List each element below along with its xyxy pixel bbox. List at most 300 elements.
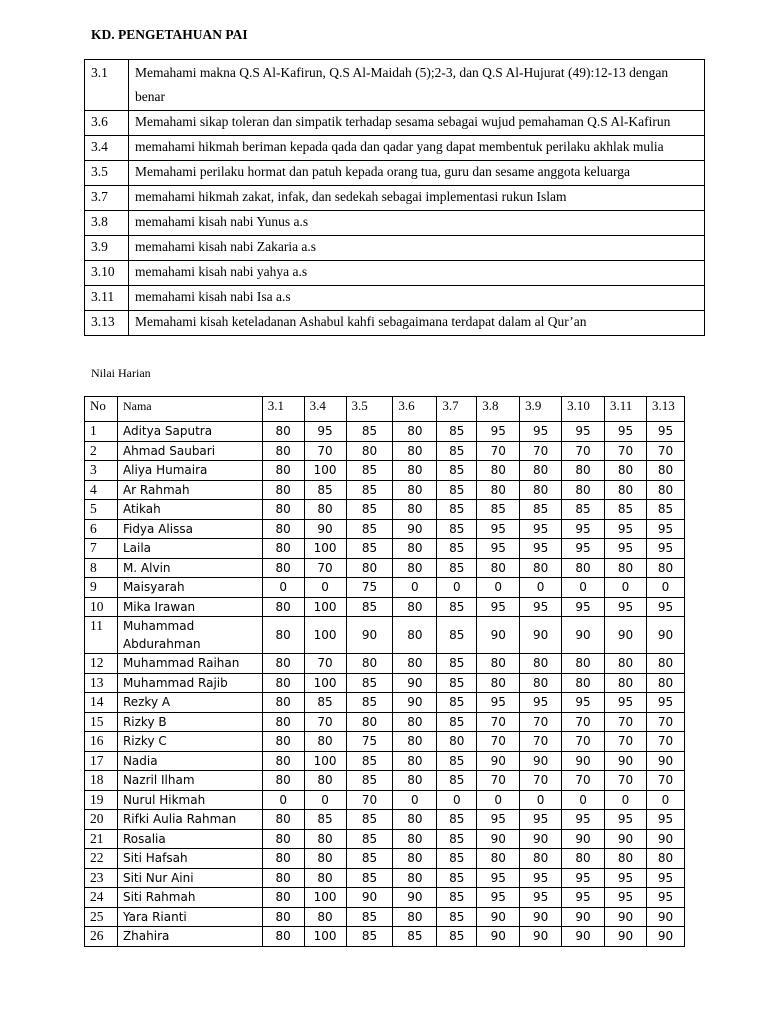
score-cell: 90 [605, 927, 647, 947]
score-cell: 80 [562, 558, 605, 578]
student-number: 17 [85, 751, 118, 771]
score-cell: 100 [304, 617, 346, 654]
score-cell: 80 [520, 461, 562, 481]
score-cell: 95 [477, 810, 520, 830]
score-cell: 90 [605, 751, 647, 771]
score-cell: 95 [520, 519, 562, 539]
score-cell: 90 [646, 617, 684, 654]
student-name: Nadia [117, 751, 262, 771]
score-cell: 80 [346, 558, 393, 578]
score-cell: 80 [393, 712, 437, 732]
score-cell: 70 [646, 712, 684, 732]
student-name: Yara Rianti [117, 907, 262, 927]
column-header: 3.5 [346, 397, 393, 422]
score-cell: 80 [393, 732, 437, 752]
score-cell: 80 [262, 888, 304, 908]
kd-description: memahami kisah nabi Zakaria a.s [129, 236, 705, 261]
student-name: Rizky B [117, 712, 262, 732]
score-cell: 70 [605, 732, 647, 752]
score-cell: 90 [393, 888, 437, 908]
score-cell: 85 [437, 771, 477, 791]
score-cell: 80 [393, 751, 437, 771]
score-cell: 80 [393, 441, 437, 461]
student-name: Nurul Hikmah [117, 790, 262, 810]
score-cell: 95 [520, 888, 562, 908]
student-row [85, 790, 685, 810]
score-cell: 80 [346, 712, 393, 732]
student-row [85, 500, 685, 520]
score-cell: 80 [304, 732, 346, 752]
student-name: Fidya Alissa [117, 519, 262, 539]
student-number: 23 [85, 868, 118, 888]
kd-code: 3.9 [85, 236, 129, 261]
score-cell: 95 [646, 539, 684, 559]
score-cell: 85 [437, 519, 477, 539]
kd-description: Memahami sikap toleran dan simpatik terhadap sesama sebagai wujud pemahaman Q.S Al-Kafirun [129, 111, 705, 136]
kd-code: 3.10 [85, 261, 129, 286]
student-number: 18 [85, 771, 118, 791]
score-cell: 90 [520, 751, 562, 771]
score-cell: 80 [477, 849, 520, 869]
score-cell: 95 [605, 422, 647, 442]
student-number: 21 [85, 829, 118, 849]
student-row [85, 849, 685, 869]
kd-code: 3.1 [85, 60, 129, 111]
student-number: 9 [85, 578, 118, 598]
score-cell: 80 [346, 441, 393, 461]
student-number: 13 [85, 673, 118, 693]
student-name: Rezky A [117, 693, 262, 713]
kd-description: memahami kisah nabi yahya a.s [129, 261, 705, 286]
score-cell: 95 [477, 539, 520, 559]
student-row [85, 617, 685, 654]
score-cell: 95 [646, 810, 684, 830]
score-cell: 100 [304, 888, 346, 908]
score-cell: 95 [646, 868, 684, 888]
student-name: Rifki Aulia Rahman [117, 810, 262, 830]
column-header: No [85, 397, 118, 422]
student-row [85, 654, 685, 674]
student-name: Muhammad Rajib [117, 673, 262, 693]
kd-row [85, 311, 705, 336]
score-cell: 95 [605, 810, 647, 830]
score-cell: 95 [646, 693, 684, 713]
score-cell: 0 [562, 578, 605, 598]
score-cell: 100 [304, 539, 346, 559]
score-cell: 80 [562, 480, 605, 500]
score-cell: 70 [520, 771, 562, 791]
score-cell: 70 [520, 732, 562, 752]
score-cell: 90 [520, 829, 562, 849]
score-cell: 80 [477, 480, 520, 500]
score-cell: 85 [562, 500, 605, 520]
score-cell: 90 [562, 751, 605, 771]
kd-row [85, 286, 705, 311]
score-cell: 95 [477, 868, 520, 888]
score-cell: 80 [262, 500, 304, 520]
student-row [85, 751, 685, 771]
student-number: 1 [85, 422, 118, 442]
score-cell: 90 [605, 829, 647, 849]
student-row [85, 693, 685, 713]
score-cell: 90 [605, 907, 647, 927]
score-cell: 70 [304, 558, 346, 578]
student-row [85, 597, 685, 617]
score-cell: 80 [393, 771, 437, 791]
score-cell: 95 [477, 693, 520, 713]
student-name: Zhahira [117, 927, 262, 947]
score-cell: 95 [520, 868, 562, 888]
score-cell: 85 [437, 829, 477, 849]
score-cell: 70 [304, 441, 346, 461]
score-cell: 80 [605, 849, 647, 869]
score-cell: 85 [304, 693, 346, 713]
score-cell: 80 [477, 461, 520, 481]
score-cell: 80 [262, 539, 304, 559]
score-cell: 70 [646, 732, 684, 752]
score-cell: 95 [646, 422, 684, 442]
kd-description: memahami hikmah beriman kepada qada dan qadar yang dapat membentuk perilaku akhlak mulia [129, 136, 705, 161]
score-cell: 70 [562, 771, 605, 791]
score-cell: 80 [646, 480, 684, 500]
score-cell: 80 [605, 461, 647, 481]
score-cell: 70 [346, 790, 393, 810]
kd-row [85, 211, 705, 236]
score-cell: 80 [262, 732, 304, 752]
score-cell: 80 [262, 868, 304, 888]
score-cell: 80 [437, 732, 477, 752]
score-cell: 85 [437, 500, 477, 520]
score-cell: 0 [393, 578, 437, 598]
kd-row [85, 60, 705, 111]
score-cell: 70 [520, 712, 562, 732]
score-cell: 85 [437, 810, 477, 830]
column-header: 3.11 [605, 397, 647, 422]
student-name: Aditya Saputra [117, 422, 262, 442]
score-cell: 80 [304, 829, 346, 849]
kd-description: memahami hikmah zakat, infak, dan sedekah sebagai implementasi rukun Islam [129, 186, 705, 211]
score-cell: 100 [304, 751, 346, 771]
student-row [85, 578, 685, 598]
student-name: Ahmad Saubari [117, 441, 262, 461]
kd-description: Memahami makna Q.S Al-Kafirun, Q.S Al-Maidah (5);2-3, dan Q.S Al-Hujurat (49):12-13 dengan benar [129, 60, 705, 111]
column-header: 3.1 [262, 397, 304, 422]
score-cell: 70 [605, 441, 647, 461]
score-cell: 70 [605, 771, 647, 791]
student-number: 2 [85, 441, 118, 461]
score-cell: 80 [520, 849, 562, 869]
kd-description: memahami kisah nabi Yunus a.s [129, 211, 705, 236]
score-cell: 95 [562, 810, 605, 830]
kd-code: 3.6 [85, 111, 129, 136]
score-cell: 80 [262, 693, 304, 713]
score-cell: 85 [346, 422, 393, 442]
score-cell: 80 [304, 868, 346, 888]
score-cell: 80 [262, 829, 304, 849]
score-cell: 90 [646, 907, 684, 927]
score-cell: 80 [520, 480, 562, 500]
score-cell: 95 [477, 422, 520, 442]
score-cell: 85 [437, 617, 477, 654]
score-cell: 95 [477, 888, 520, 908]
student-number: 14 [85, 693, 118, 713]
score-cell: 80 [262, 597, 304, 617]
score-cell: 95 [605, 597, 647, 617]
student-name: Maisyarah [117, 578, 262, 598]
score-cell: 0 [437, 790, 477, 810]
kd-row [85, 236, 705, 261]
score-cell: 100 [304, 461, 346, 481]
student-row [85, 441, 685, 461]
kd-row [85, 161, 705, 186]
score-cell: 90 [520, 617, 562, 654]
kd-description: memahami kisah nabi Isa a.s [129, 286, 705, 311]
score-cell: 80 [393, 617, 437, 654]
kd-code: 3.7 [85, 186, 129, 211]
score-cell: 0 [437, 578, 477, 598]
score-cell: 95 [562, 597, 605, 617]
score-cell: 80 [346, 654, 393, 674]
score-cell: 80 [262, 617, 304, 654]
score-cell: 80 [646, 849, 684, 869]
score-cell: 80 [605, 654, 647, 674]
student-name: Siti Nur Aini [117, 868, 262, 888]
score-cell: 0 [477, 578, 520, 598]
student-row [85, 868, 685, 888]
score-cell: 80 [262, 422, 304, 442]
score-cell: 0 [262, 790, 304, 810]
score-cell: 95 [562, 422, 605, 442]
kd-row [85, 261, 705, 286]
student-name: Nazril Ilham [117, 771, 262, 791]
score-cell: 95 [646, 519, 684, 539]
student-number: 26 [85, 927, 118, 947]
score-cell: 90 [393, 673, 437, 693]
score-cell: 80 [262, 927, 304, 947]
score-cell: 90 [520, 907, 562, 927]
score-cell: 80 [262, 849, 304, 869]
score-cell: 95 [477, 519, 520, 539]
student-name: Rosalia [117, 829, 262, 849]
kd-title: KD. PENGETAHUAN PAI [91, 27, 248, 42]
score-cell: 80 [262, 441, 304, 461]
score-cell: 80 [646, 654, 684, 674]
score-cell: 75 [346, 578, 393, 598]
kd-code: 3.4 [85, 136, 129, 161]
score-cell: 85 [437, 888, 477, 908]
score-cell: 70 [477, 712, 520, 732]
nilai-harian-title: Nilai Harian [91, 366, 151, 380]
student-row [85, 539, 685, 559]
kd-table [84, 59, 705, 336]
score-cell: 85 [437, 597, 477, 617]
score-cell: 0 [605, 578, 647, 598]
score-cell: 0 [262, 578, 304, 598]
kd-row [85, 136, 705, 161]
score-cell: 70 [562, 441, 605, 461]
student-number: 10 [85, 597, 118, 617]
score-cell: 90 [562, 829, 605, 849]
score-cell: 85 [346, 597, 393, 617]
score-cell: 85 [304, 480, 346, 500]
score-cell: 0 [477, 790, 520, 810]
score-cell: 80 [393, 500, 437, 520]
student-number: 22 [85, 849, 118, 869]
column-header: 3.9 [520, 397, 562, 422]
score-cell: 85 [437, 422, 477, 442]
score-cell: 85 [346, 500, 393, 520]
score-cell: 95 [605, 539, 647, 559]
score-cell: 100 [304, 927, 346, 947]
score-cell: 0 [520, 790, 562, 810]
score-cell: 70 [520, 441, 562, 461]
score-cell: 85 [646, 500, 684, 520]
score-cell: 90 [393, 519, 437, 539]
score-cell: 80 [393, 829, 437, 849]
score-cell: 90 [646, 751, 684, 771]
score-cell: 85 [437, 654, 477, 674]
score-cell: 95 [520, 693, 562, 713]
kd-description: Memahami kisah keteladanan Ashabul kahfi sebagaimana terdapat dalam al Qur’an [129, 311, 705, 336]
score-cell: 85 [346, 849, 393, 869]
score-cell: 85 [393, 927, 437, 947]
column-header: 3.10 [562, 397, 605, 422]
score-cell: 0 [304, 578, 346, 598]
score-cell: 80 [262, 712, 304, 732]
kd-code: 3.5 [85, 161, 129, 186]
score-cell: 85 [477, 500, 520, 520]
score-cell: 70 [562, 732, 605, 752]
score-cell: 90 [346, 888, 393, 908]
column-header: 3.4 [304, 397, 346, 422]
score-cell: 80 [477, 654, 520, 674]
score-cell: 80 [304, 907, 346, 927]
score-cell: 80 [262, 771, 304, 791]
score-cell: 80 [520, 673, 562, 693]
student-row [85, 732, 685, 752]
score-cell: 80 [262, 810, 304, 830]
student-row [85, 810, 685, 830]
score-cell: 95 [646, 888, 684, 908]
score-cell: 100 [304, 673, 346, 693]
score-cell: 80 [393, 868, 437, 888]
score-cell: 90 [477, 617, 520, 654]
score-cell: 85 [437, 751, 477, 771]
score-cell: 80 [393, 461, 437, 481]
score-cell: 80 [262, 654, 304, 674]
score-cell: 95 [605, 888, 647, 908]
student-name: Ar Rahmah [117, 480, 262, 500]
score-cell: 80 [393, 480, 437, 500]
kd-code: 3.11 [85, 286, 129, 311]
score-cell: 85 [437, 480, 477, 500]
score-cell: 85 [437, 693, 477, 713]
column-header: 3.7 [437, 397, 477, 422]
score-cell: 85 [346, 771, 393, 791]
score-cell: 80 [520, 558, 562, 578]
score-cell: 90 [477, 751, 520, 771]
score-cell: 70 [477, 441, 520, 461]
score-cell: 70 [562, 712, 605, 732]
score-cell: 70 [477, 732, 520, 752]
student-row [85, 771, 685, 791]
student-row [85, 673, 685, 693]
score-cell: 95 [520, 422, 562, 442]
student-number: 15 [85, 712, 118, 732]
score-cell: 80 [262, 673, 304, 693]
score-cell: 75 [346, 732, 393, 752]
score-cell: 95 [605, 519, 647, 539]
score-cell: 85 [437, 441, 477, 461]
score-cell: 90 [562, 617, 605, 654]
student-number: 16 [85, 732, 118, 752]
score-cell: 80 [477, 558, 520, 578]
student-row [85, 558, 685, 578]
score-cell: 85 [605, 500, 647, 520]
score-cell: 80 [393, 539, 437, 559]
score-cell: 90 [646, 829, 684, 849]
score-cell: 85 [346, 693, 393, 713]
score-cell: 90 [605, 617, 647, 654]
student-row [85, 519, 685, 539]
score-cell: 0 [605, 790, 647, 810]
score-cell: 85 [346, 480, 393, 500]
score-cell: 85 [437, 927, 477, 947]
score-cell: 70 [605, 712, 647, 732]
student-number: 4 [85, 480, 118, 500]
score-cell: 80 [262, 461, 304, 481]
student-name: Laila [117, 539, 262, 559]
student-row [85, 888, 685, 908]
student-row [85, 712, 685, 732]
score-cell: 85 [437, 712, 477, 732]
score-cell: 80 [262, 751, 304, 771]
score-cell: 80 [262, 480, 304, 500]
score-cell: 90 [562, 907, 605, 927]
score-cell: 70 [477, 771, 520, 791]
score-cell: 0 [562, 790, 605, 810]
student-number: 12 [85, 654, 118, 674]
score-cell: 95 [605, 693, 647, 713]
score-cell: 80 [646, 461, 684, 481]
score-cell: 100 [304, 597, 346, 617]
kd-description: Memahami perilaku hormat dan patuh kepada orang tua, guru dan sesame anggota keluarga [129, 161, 705, 186]
score-cell: 80 [605, 558, 647, 578]
student-number: 3 [85, 461, 118, 481]
score-cell: 0 [520, 578, 562, 598]
score-cell: 90 [346, 617, 393, 654]
student-name: Mika Irawan [117, 597, 262, 617]
score-cell: 95 [646, 597, 684, 617]
student-number: 5 [85, 500, 118, 520]
score-cell: 90 [393, 693, 437, 713]
score-cell: 0 [304, 790, 346, 810]
score-cell: 80 [562, 654, 605, 674]
score-cell: 90 [646, 927, 684, 947]
score-cell: 85 [437, 868, 477, 888]
score-cell: 80 [646, 558, 684, 578]
student-name: Siti Rahmah [117, 888, 262, 908]
score-cell: 85 [346, 673, 393, 693]
score-cell: 80 [262, 519, 304, 539]
score-cell: 70 [304, 712, 346, 732]
score-cell: 90 [562, 927, 605, 947]
score-cell: 80 [262, 558, 304, 578]
student-number: 6 [85, 519, 118, 539]
score-cell: 80 [562, 673, 605, 693]
score-cell: 95 [520, 597, 562, 617]
kd-row [85, 186, 705, 211]
